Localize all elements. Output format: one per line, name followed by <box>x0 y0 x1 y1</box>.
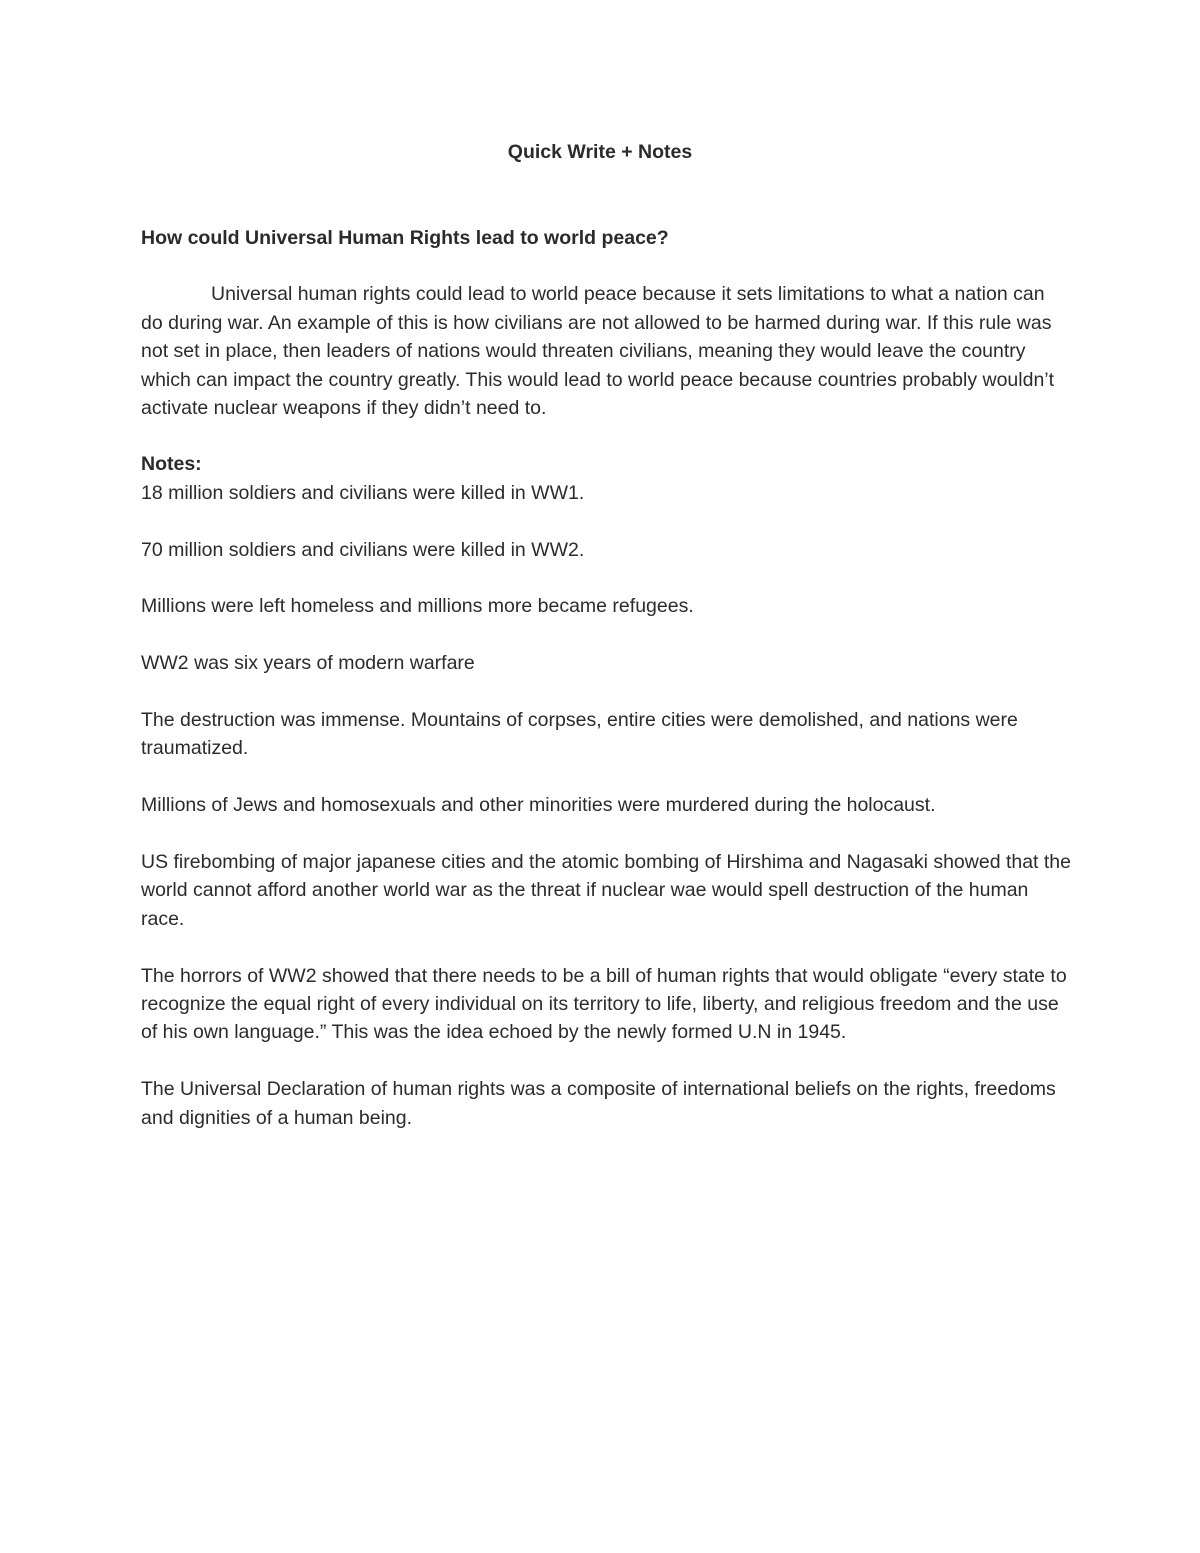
notes-heading: Notes: <box>141 453 202 476</box>
note-item: The Universal Declaration of human rights was a composite of international beliefs on the rights, freedoms and dignities of a human being. <box>141 1078 1056 1129</box>
note-item: The destruction was immense. Mountains of corpses, entire cities were demolished, and nations were traumatized. <box>141 709 1018 760</box>
notes-list <box>141 479 1071 1132</box>
note-item: US firebombing of major japanese cities and the atomic bombing of Hirshima and Nagasaki showed that the world cannot afford another world war as the threat if nuclear wae would spell destruction of the human race. <box>141 851 1072 930</box>
note-item: 18 million soldiers and civilians were killed in WW1. <box>141 481 585 504</box>
note-item: WW2 was six years of modern warfare <box>141 652 475 675</box>
note-item: 70 million soldiers and civilians were killed in WW2. <box>141 538 585 561</box>
question-heading: How could Universal Human Rights lead to world peace? <box>141 227 669 249</box>
document-title: Quick Write + Notes <box>507 141 693 163</box>
note-item: Millions of Jews and homosexuals and other minorities were murdered during the holocaust. <box>141 794 936 817</box>
answer-paragraph: Universal human rights could lead to world peace because it sets limitations to what a nation can do during war. An example of this is how civilians are not allowed to be harmed during war. If this rule was not set in place, then leaders of nations would threaten civilians, meaning they would leave the country which can impact the country greatly. This would lead to world peace because countries probably wouldn’t activate nuclear weapons if they didn’t need to. <box>141 283 1055 420</box>
note-item: Millions were left homeless and millions more became refugees. <box>141 595 694 618</box>
document-body <box>141 138 1071 1160</box>
note-item: The horrors of WW2 showed that there needs to be a bill of human rights that would obligate “every state to recognize the equal right of every individual on its territory to life, liberty, and religious freedom and the use of his own language.” This was the idea echoed by the newly formed U.N in 1945. <box>141 964 1067 1044</box>
